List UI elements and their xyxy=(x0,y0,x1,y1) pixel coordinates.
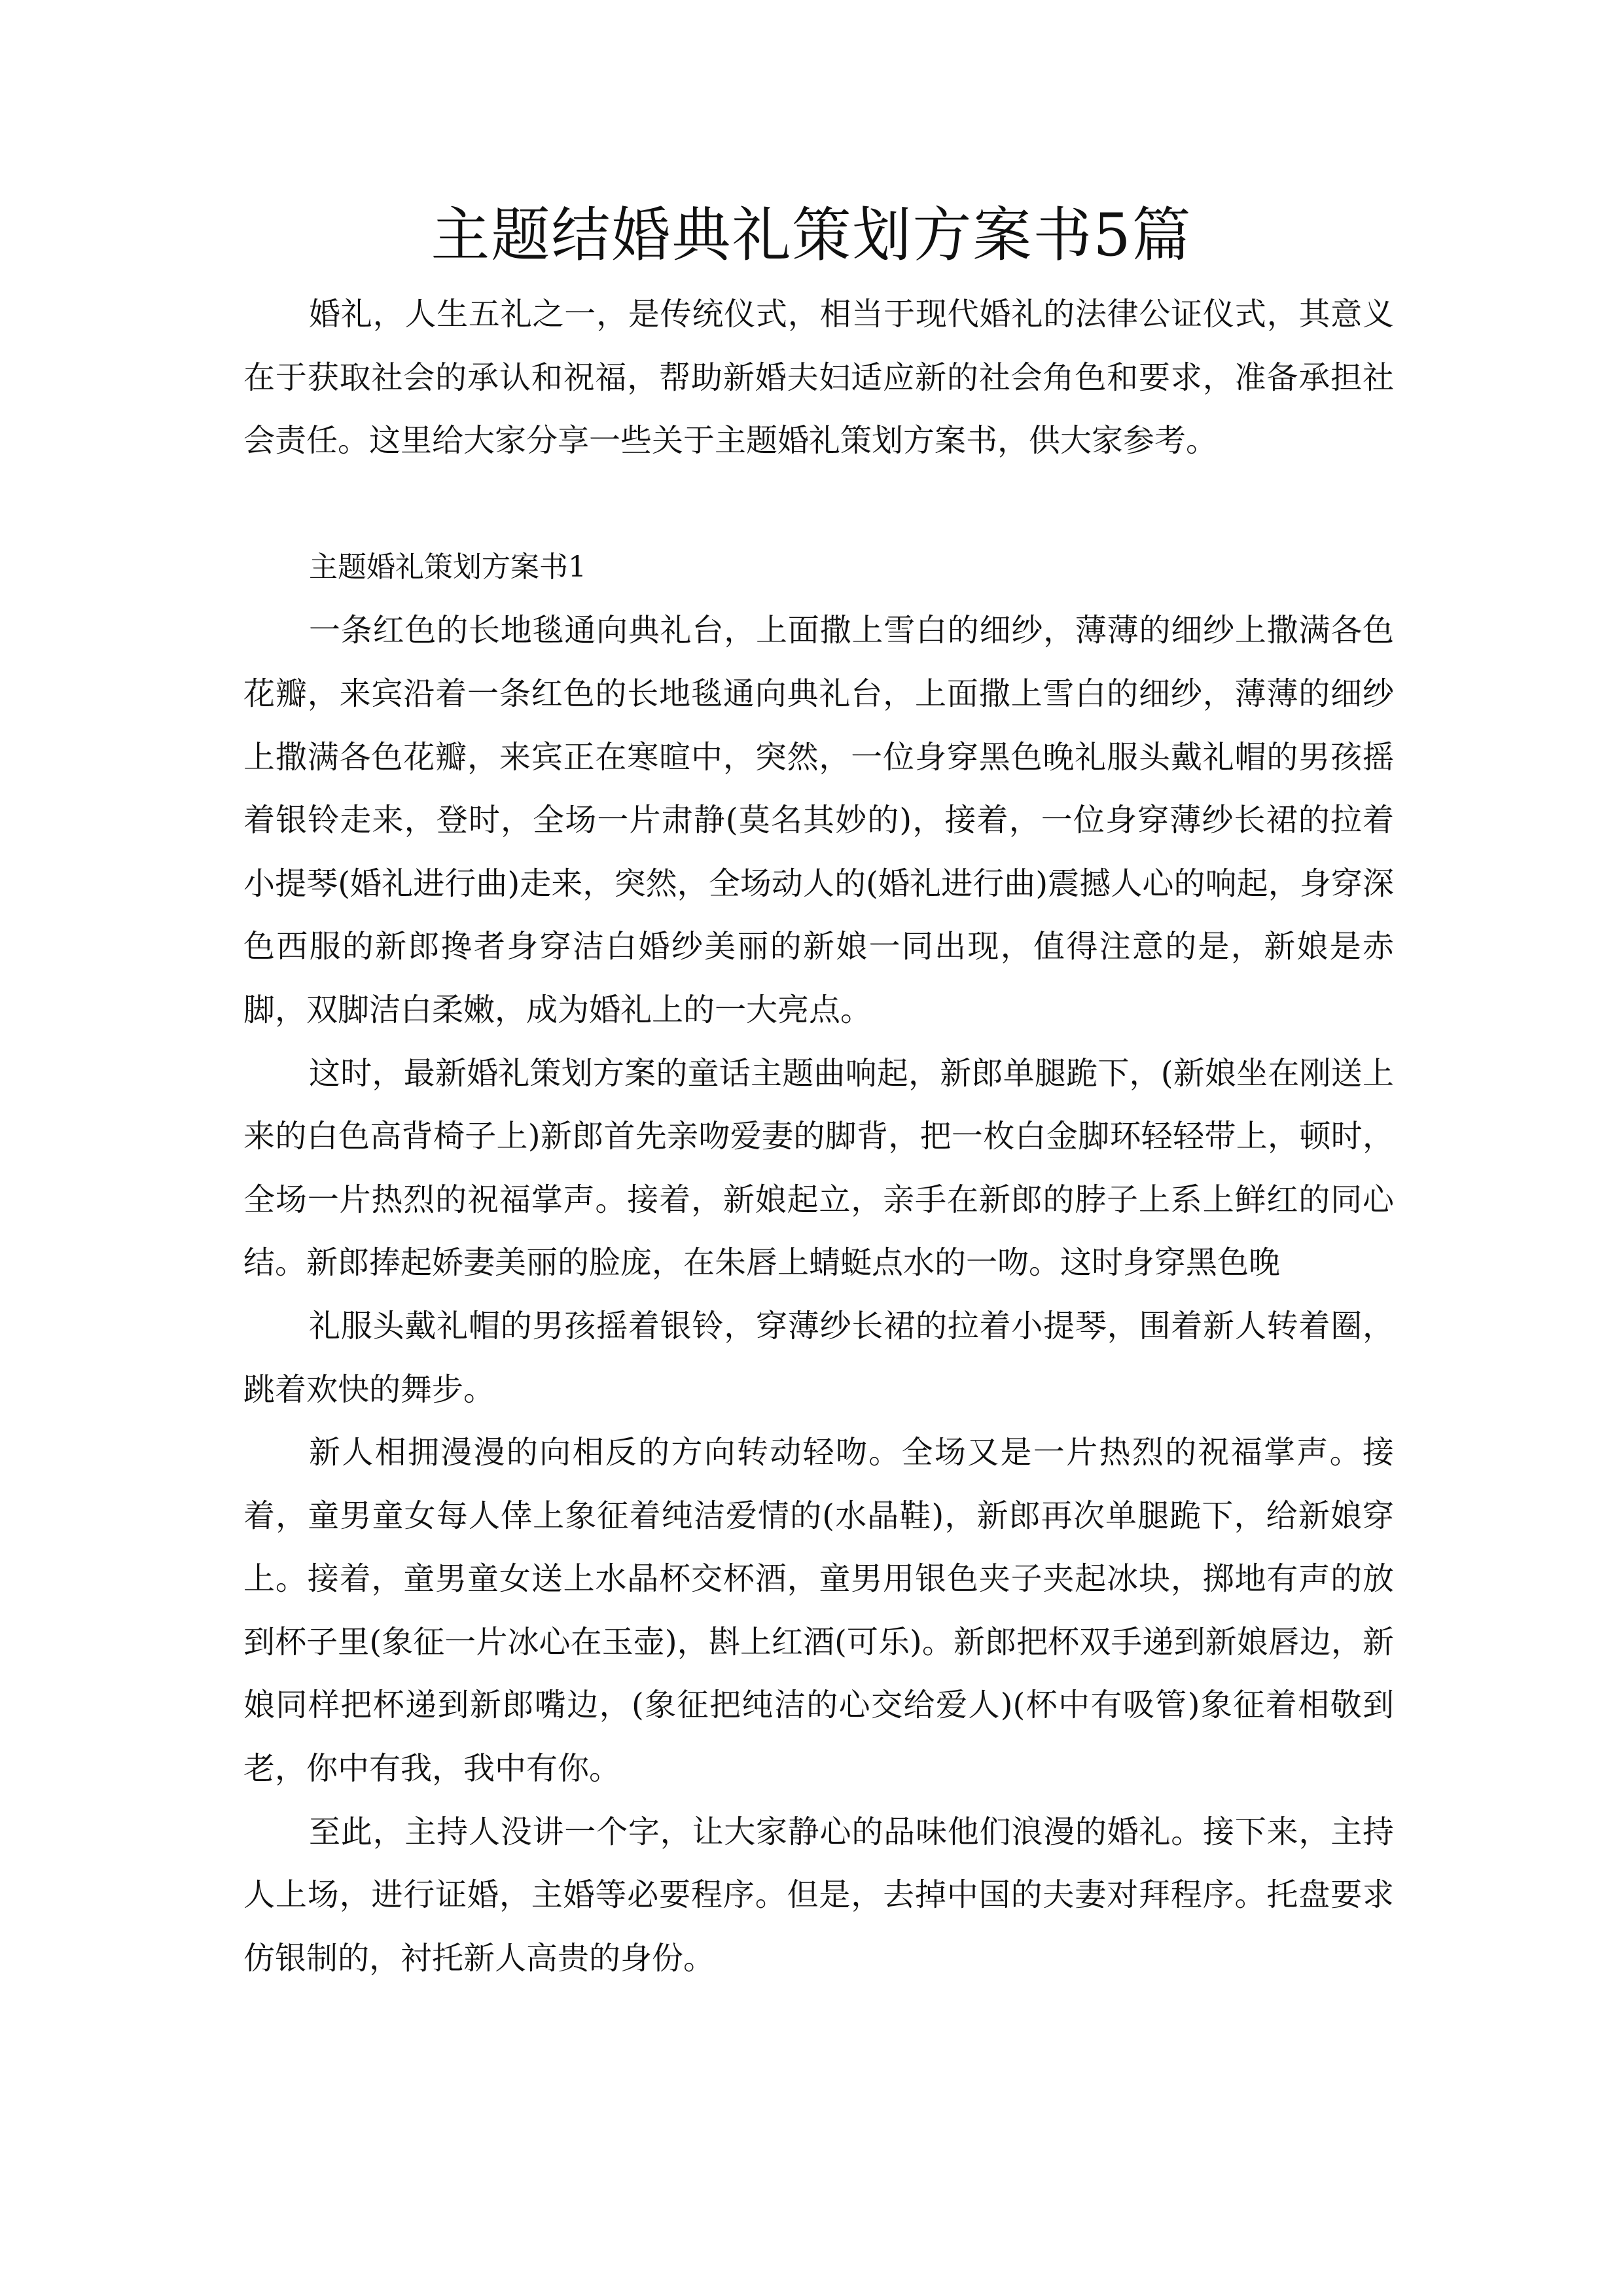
document-title: 主题结婚典礼策划方案书5篇 xyxy=(431,201,1192,270)
section-spacer xyxy=(243,473,1394,536)
body-paragraph-5: 至此，主持人没讲一个字，让大家静心的品味他们浪漫的婚礼。接下来，主持人上场，进行证婚，主婚等必要程序。但是，去掉中国的夫妻对拜程序。托盘要求仿银制的，衬托新人高贵的身份。 xyxy=(243,1813,1394,1977)
body-paragraph-2: 这时，最新婚礼策划方案的童话主题曲响起，新郎单腿跪下，(新娘坐在刚送上来的白色高背椅子上)新郎首先亲吻爱妻的脚背，把一枚白金脚环轻轻带上，顿时，全场一片热烈的祝福掌声。接着，新娘起立，亲手在新郎的脖子上系上鲜红的同心结。新郎捧起娇妻美丽的脸庞，在朱唇上蜻蜓点水的一吻。这时身穿黑色晚 xyxy=(243,1054,1394,1282)
body-paragraph-3: 礼服头戴礼帽的男孩摇着银铃，穿薄纱长裙的拉着小提琴，围着新人转着圈，跳着欢快的舞步。 xyxy=(243,1307,1394,1408)
section-heading: 主题婚礼策划方案书1 xyxy=(309,550,586,584)
intro-paragraph: 婚礼，人生五礼之一，是传统仪式，相当于现代婚礼的法律公证仪式，其意义在于获取社会的承认和祝福，帮助新婚夫妇适应新的社会角色和要求，准备承担社会责任。这里给大家分享一些关于主题婚礼策划方案书，供大家参考。 xyxy=(243,296,1394,459)
body-paragraph-4: 新人相拥漫漫的向相反的方向转动轻吻。全场又是一片热烈的祝福掌声。接着，童男童女每人倖上象征着纯洁爱情的(水晶鞋)，新郎再次单腿跪下，给新娘穿上。接着，童男童女送上水晶杯交杯酒，童男用银色夹子夹起冰块，掷地有声的放到杯子里(象征一片冰心在玉壶)，斟上红酒(可乐)。新郎把杯双手递到新娘唇边，新娘同样把杯递到新郎嘴边，(象征把纯洁的心交给爱人)(杯中有吸管)象征着相敬到老，你中有我，我中有你。 xyxy=(243,1434,1394,1787)
document-body xyxy=(243,283,1394,1990)
body-paragraph-1: 一条红色的长地毯通向典礼台，上面撒上雪白的细纱，薄薄的细纱上撒满各色花瓣，来宾沿着一条红色的长地毯通向典礼台，上面撒上雪白的细纱，薄薄的细纱上撒满各色花瓣，来宾正在寒暄中，突然，一位身穿黑色晚礼服头戴礼帽的男孩摇着银铃走来，登时，全场一片肃静(莫名其妙的)，接着，一位身穿薄纱长裙的拉着小提琴(婚礼进行曲)走来，突然，全场动人的(婚礼进行曲)震撼人心的响起，身穿深色西服的新郎搀者身穿洁白婚纱美丽的新娘一同出现，值得注意的是，新娘是赤脚，双脚洁白柔嫩，成为婚礼上的一大亮点。 xyxy=(243,612,1394,1028)
